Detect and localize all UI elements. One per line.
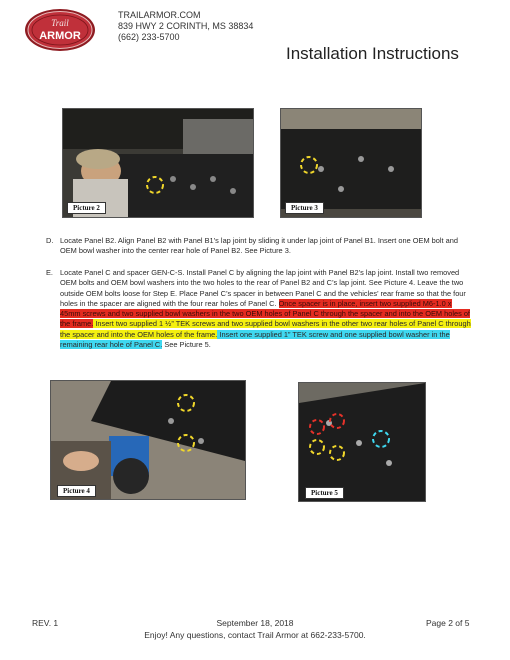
step-e-letter: E. [46, 268, 53, 277]
address: 839 HWY 2 CORINTH, MS 38834 [118, 21, 254, 31]
step-d [46, 236, 474, 257]
step-e [46, 268, 474, 350]
picture-2-photo [62, 108, 254, 218]
svg-text:ARMOR: ARMOR [39, 30, 81, 42]
phone: (662) 233-5700 [118, 32, 180, 42]
step-e-text [60, 268, 474, 350]
step-e-text-end: See Picture 5. [162, 340, 211, 350]
page-number: Page 2 of 5 [426, 618, 470, 628]
trail-armor-logo [24, 8, 96, 52]
step-e-highlight-cyan: Insert one supplied 1” TEK screw and one supplied bowl washer in the remaining rear hole of Panel C. [60, 329, 450, 350]
picture-4-caption: Picture 4 [57, 485, 96, 497]
step-e-text-plain: Locate Panel C and spacer GEN-C-S. Install Panel C by aligning the lap joint with Panel B2’s lap joint. Install two removed OEM bolts and OEM bowl washers into the two holes to the rear of Panel B2 and C’s lap joint. See Picture 4. Leave the two outside OEM bolts loose for Step E. Place Panel C’s spacer in between Panel C and the vehicles’ rear frame so that the four holes in the spacer are aligned with the four rear holes of Panel C. [60, 268, 466, 308]
picture-4-photo [50, 380, 246, 500]
step-e-highlight-yellow: Insert two supplied 1 ½” TEK screws and two supplied bowl washers in the other two rear holes of Panel C through the spacer and into the OEM holes of the frame. [60, 319, 471, 339]
step-d-letter: D. [46, 236, 54, 245]
company-info [118, 10, 253, 43]
step-d-text: Locate Panel B2. Align Panel B2 with Panel B1’s lap joint by sliding it under lap joint of Panel B1. Insert one OEM bolt and OEM bowl washer into the center rear hole of Panel B2. See Picture 3. [60, 236, 458, 256]
website: TRAILARMOR.COM [118, 10, 201, 20]
picture-3-caption: Picture 3 [285, 202, 324, 214]
footer-contact: Enjoy! Any questions, contact Trail Armor at 662-233-5700. [144, 630, 366, 640]
svg-text:Trail: Trail [51, 18, 69, 28]
revision-label: REV. 1 [32, 618, 59, 628]
picture-2-caption: Picture 2 [67, 202, 106, 214]
picture-3-photo [280, 108, 422, 218]
step-e-highlight-red: Once spacer is in place, insert two supplied M6-1.0 x 45mm screws and two supplied bowl washers in the two OEM holes of Panel C through the spacer and into the OEM holes of the frame. [60, 298, 470, 329]
picture-5-caption: Picture 5 [305, 487, 344, 499]
footer-date: September 18, 2018 [216, 618, 294, 628]
page-title: Installation Instructions [286, 44, 459, 63]
picture-5-photo [298, 382, 426, 502]
